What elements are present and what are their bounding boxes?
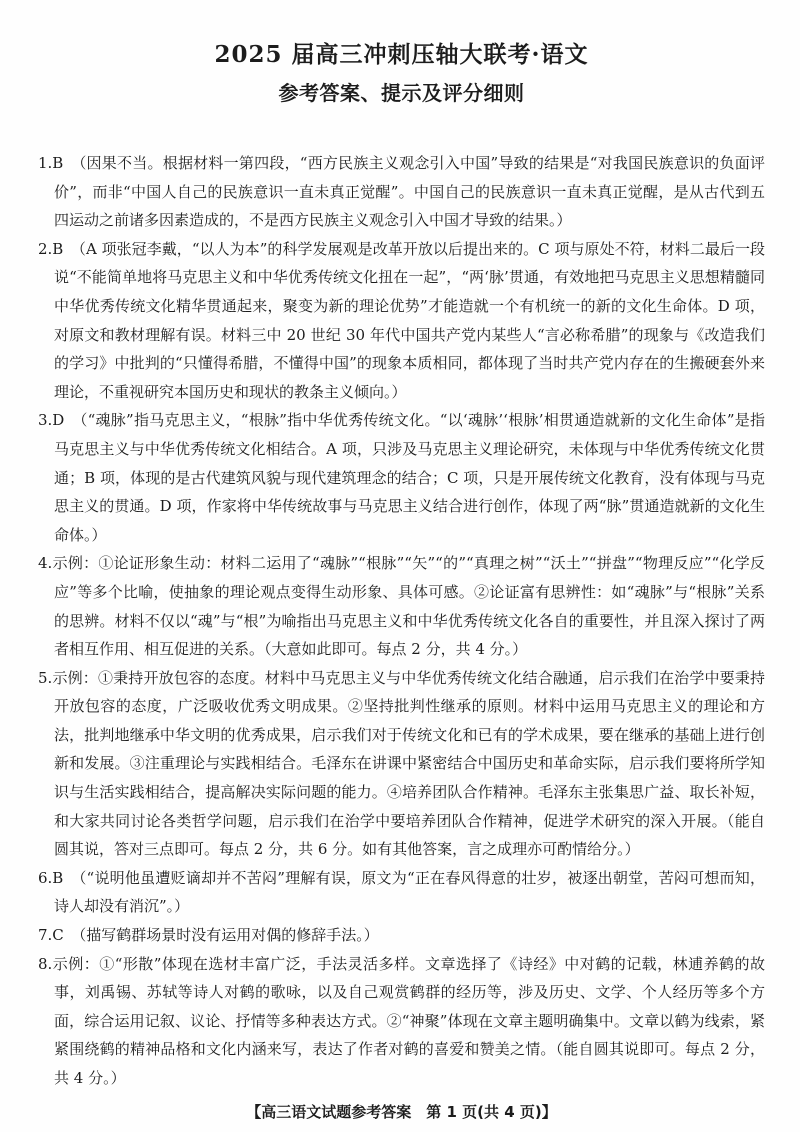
answer-text: 示例：①秉持开放包容的态度。材料中马克思主义与中华优秀传统文化结合融通，启示我们在治学中要秉持开放包容的态度，广泛吸收优秀文明成果。②坚持批判性继承的原则。材料中运用马克思主义的理论和方法，批判地继承中华文明的优秀成果，启示我们对于传统文化和已有的学术成果，要在继承的基础上进行创新和发展。③注重理论与实践相结合。毛泽东在讲课中紧密结合中国历史和革命实际，启示我们要将所学知识与生活实践相结合，提高解决实际问题的能力。④培养团队合作精神。毛泽东主张集思广益、取长补短，和大家共同讨论各类哲学问题，启示我们在治学中要培养团队合作精神，促进学术研究的深入开展。（能自圆其说，答对三点即可。每点 2 分，共 6 分。如有其他答案，言之成理亦可酌情给分。）: [52, 668, 765, 859]
answer-label: 6.B: [38, 868, 79, 887]
answer-label: 4.: [38, 554, 53, 573]
answer-text: （因果不当。根据材料一第四段，“西方民族主义观念引入中国”导致的结果是“对我国民族意识的负面评价”，而非“中国人自己的民族意识一直未真正觉醒”。中国自己的民族意识一直未真正觉醒，是从古代到五四运动之前诸多因素造成的，不是西方民族主义观念引入中国才导致的结果。）: [54, 154, 765, 230]
answer-label: 2.B: [38, 239, 79, 258]
answer-text: 示例：①“形散”体现在选材丰富广泛，手法灵活多样。文章选择了《诗经》中对鹤的记载，林逋养鹤的故事，刘禹锡、苏轼等诗人对鹤的歌咏，以及自己观赏鹤群的经历等，涉及历史、文学、个人经历等多个方面，综合运用记叙、议论、抒情等多种表达方式。②“神聚”体现在文章主题明确集中。文章以鹤为线索，紧紧围绕鹤的精神品格和文化内涵来写，表达了作者对鹤的喜爱和赞美之情。（能自圆其说即可。每点 2 分，共 4 分。）: [52, 954, 765, 1087]
answer-item: [38, 149, 765, 235]
answer-item: [38, 664, 765, 864]
answer-text: （“说明他虽遭贬谪却并不苦闷”理解有误，原文为“正在春风得意的壮岁，被逐出朝堂，苦闷可想而知，诗人却没有消沉”。）: [54, 868, 765, 916]
answer-label: 1.B: [38, 154, 79, 172]
answer-label: 7.C: [38, 926, 79, 945]
answer-text: （A 项张冠李戴，“以人为本”的科学发展观是改革开放以后提出来的。C 项与原处不符，材料二最后一段说“不能简单地将马克思主义和中华优秀传统文化扭在一起”，“两‘脉’贯通，有效地把马克思主义思想精髓同中华优秀传统文化精华贯通起来，聚变为新的理论优势”才能造就一个有机统一的新的文化生命体。D 项，对原文和教材理解有误。材料三中 20 世纪 30 年代中国共产党内某些人“言必称希腊”的现象与《改造我们的学习》中批判的“只懂得希腊，不懂得中国”的现象本质相同，都体现了当时共产党内存在的生搬硬套外来理论，不重视研究本国历史和现状的教条主义倾向。）: [54, 239, 765, 401]
answer-label: 8.: [38, 954, 53, 973]
page-title: 2025 届高三冲刺压轴大联考·语文: [214, 41, 589, 68]
answer-text: （“魂脉”指马克思主义，“根脉”指中华优秀传统文化。“以‘魂脉’‘根脉’相贯通造就新的文化生命体”是指马克思主义与中华优秀传统文化相结合。A 项，只涉及马克思主义理论研究，未体现与中华优秀传统文化贯通；B 项，体现的是古代建筑风貌与现代建筑理念的结合；C 项，只是开展传统文化教育，没有体现与马克思主义的贯通。D 项，作家将中华传统故事与马克思主义结合进行创作，体现了两“脉”贯通造就新的文化生命体。）: [54, 411, 765, 544]
answer-item: [38, 950, 765, 1093]
answers-list: [38, 149, 765, 1093]
answer-item: [38, 921, 765, 950]
answer-item: [38, 406, 765, 549]
answer-text: 示例：①论证形象生动：材料二运用了“魂脉”“根脉”“矢”“的”“真理之树”“沃土”“拼盘”“物理反应”“化学反应”等多个比喻，使抽象的理论观点变得生动形象、具体可感。②论证富有思辨性：如“魂脉”与“根脉”关系的思辨。材料不仅以“魂”与“根”为喻指出马克思主义和中华优秀传统文化各自的重要性，并且深入探讨了两者相互作用、相互促进的关系。（大意如此即可。每点 2 分，共 4 分。）: [52, 554, 765, 659]
answer-label: 5.: [38, 668, 53, 687]
answer-text: （描写鹤群场景时没有运用对偶的修辞手法。）: [78, 926, 379, 945]
answer-item: [38, 235, 765, 407]
page-footer: 【高三语文试题参考答案 第 1 页(共 4 页)】: [246, 1102, 557, 1121]
page-subtitle: 参考答案、提示及评分细则: [278, 81, 525, 105]
answer-label: 3.D: [38, 411, 80, 430]
answer-item: [38, 549, 765, 663]
answer-item: [38, 864, 765, 921]
